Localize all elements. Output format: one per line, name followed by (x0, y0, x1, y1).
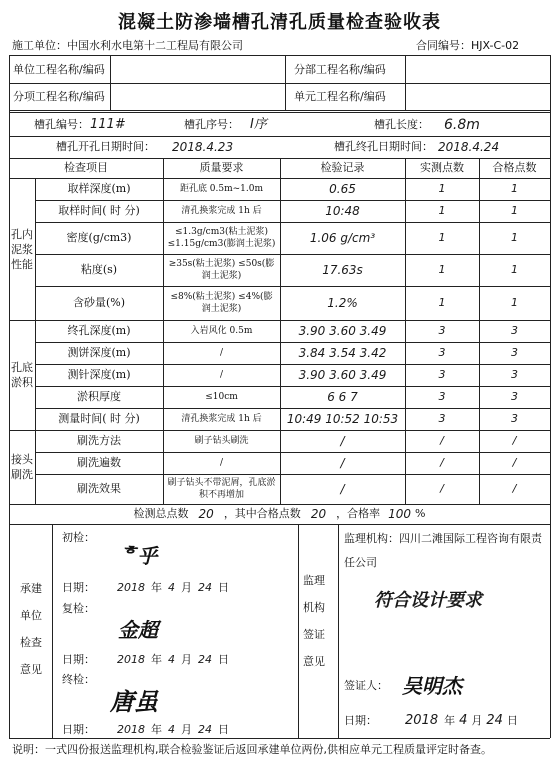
row-item: 含砂量(%) (72, 296, 126, 309)
row-measured: / (440, 482, 444, 495)
row-requirement: 入岩风化 0.5m (190, 326, 253, 336)
side-label-char: 承建 (20, 582, 42, 595)
row-passed: 1 (511, 204, 518, 217)
month-unit: 月 (471, 714, 483, 727)
row-measured: 1 (438, 231, 446, 244)
date-day: 24 (198, 581, 212, 594)
row-record: 10:48 (325, 204, 360, 218)
slot-sequence-label: 槽孔序号： (184, 118, 239, 131)
group-label-joint: 接头刷洗 (11, 453, 33, 481)
slot-length-label: 槽孔长度： (374, 118, 429, 131)
row-measured: 1 (438, 296, 446, 309)
row-item: 取样时间( 时 分) (58, 204, 140, 217)
month-unit: 月 (181, 581, 192, 594)
row-measured: 3 (438, 412, 446, 425)
supervision-org-line1: 监理机构：四川二滩国际工程咨询有限责 (344, 532, 542, 545)
date-year: 2018 (405, 713, 439, 728)
final-check-date (58, 722, 298, 738)
sub-item-project-label: 分项工程名称/编码 (13, 89, 105, 103)
unit-project-label: 单位工程名称/编码 (13, 62, 105, 76)
recheck-signature-icon: 金超 (118, 618, 158, 642)
recheck-label: 复检： (62, 602, 95, 615)
grid-line (9, 112, 550, 113)
row-record: 0.65 (329, 182, 356, 196)
side-label-char: 签证 (303, 628, 325, 641)
row-record: 10:49 10:52 10:53 (286, 412, 399, 426)
footer-note: 说明：一式四份报送监理机构,联合检验鉴证后返回承建单位两份,供相应单元工程质量评定时备查。 (12, 743, 492, 756)
year-unit: 年 (444, 714, 456, 727)
start-date-value: 2018.4.23 (172, 140, 234, 154)
row-measured: / (440, 456, 444, 469)
grid-line (9, 524, 550, 525)
row-item: 刷洗遍数 (77, 456, 121, 469)
row-record: 3.84 3.54 3.42 (298, 346, 387, 360)
slot-number-label: 槽孔编号： (34, 118, 89, 131)
row-measured: 3 (438, 346, 446, 359)
supervision-signature-icon: 吴明杰 (402, 674, 462, 698)
row-requirement: 清孔换浆完成 1h 后 (181, 206, 262, 216)
year-unit: 年 (151, 653, 162, 666)
row-measured: 1 (438, 204, 446, 217)
grid-line (285, 55, 286, 110)
side-label-char: 检查 (20, 636, 42, 649)
row-record: 3.90 3.60 3.49 (298, 368, 387, 382)
contract-number: 合同编号：HJX-C-02 (416, 39, 520, 52)
slot-sequence-value: I序 (250, 117, 267, 132)
row-item: 测量时间( 时 分) (58, 412, 140, 425)
year-unit: 年 (151, 581, 162, 594)
date-label: 日期： (62, 581, 95, 594)
header-quality-requirement: 质量要求 (199, 161, 244, 174)
grid-line (9, 110, 550, 111)
branch-project-label: 分部工程名称/编码 (294, 62, 386, 76)
construction-unit: 施工单位：中国水利水电第十二工程局有限公司 (12, 39, 243, 52)
row-requirement: 刷子钻头刷洗 (194, 436, 249, 446)
end-date-label: 槽孔终孔日期时间： (334, 140, 433, 153)
date-month: 4 (168, 723, 175, 736)
row-requirement: / (219, 348, 224, 358)
grid-line (9, 738, 550, 739)
form-title: 混凝土防渗墙槽孔清孔质量检查验收表 (118, 12, 441, 33)
day-unit: 日 (218, 653, 229, 666)
date-year: 2018 (117, 653, 145, 666)
start-date-label: 槽孔开孔日期时间： (56, 140, 155, 153)
supervision-opinion: 符合设计要求 (374, 590, 482, 611)
grid-line (550, 55, 551, 738)
row-item: 测饼深度(m) (67, 346, 131, 359)
month-unit: 月 (181, 653, 192, 666)
row-item: 淤积厚度 (77, 390, 121, 403)
row-requirement: 清孔换浆完成 1h 后 (181, 414, 262, 424)
initial-check-date (58, 580, 298, 596)
day-unit: 日 (218, 723, 229, 736)
header-measured-points: 实测点数 (420, 161, 464, 174)
grid-line (338, 524, 339, 738)
row-record: 17.63s (322, 263, 363, 277)
row-record: 6 6 7 (327, 390, 358, 404)
date-month: 4 (459, 713, 468, 728)
row-measured: 1 (438, 182, 446, 195)
row-requirement: ≤8%(粘土泥浆) ≤4%(膨润土泥浆) (170, 292, 273, 314)
row-item: 终孔深度(m) (67, 324, 131, 337)
row-record: / (340, 434, 345, 448)
row-item: 取样深度(m) (67, 182, 131, 195)
date-label: 日期： (62, 723, 95, 736)
summary-pass-count: 20 (310, 507, 327, 521)
row-passed: 1 (511, 263, 518, 276)
row-requirement: ≤1.3g/cm3(粘土泥浆) ≤1.15g/cm3(膨润土泥浆) (167, 227, 276, 249)
row-measured: 3 (438, 368, 446, 381)
row-measured: / (440, 434, 444, 447)
supervision-date (340, 712, 555, 730)
final-check-label: 终检： (62, 673, 95, 686)
side-label-char: 单位 (20, 609, 42, 622)
header-passed-points: 合格点数 (492, 161, 537, 174)
row-passed: 1 (511, 182, 518, 195)
date-year: 2018 (117, 581, 145, 594)
row-requirement: / (219, 458, 224, 468)
supervision-org-line2: 任公司 (344, 556, 377, 569)
row-record: / (340, 482, 345, 496)
side-label-char: 机构 (303, 601, 325, 614)
slot-number-value: 111# (90, 117, 126, 132)
row-requirement: 刷子钻头不带泥屑，孔底淤积不再增加 (167, 478, 276, 500)
row-passed: / (512, 456, 517, 469)
month-unit: 月 (181, 723, 192, 736)
group-label-sediment: 孔底淤积 (11, 361, 33, 389)
supervision-sign-label: 签证人： (344, 679, 388, 692)
year-unit: 年 (151, 723, 162, 736)
end-date-value: 2018.4.24 (438, 140, 500, 154)
row-item: 测针深度(m) (67, 368, 131, 381)
date-day: 24 (198, 653, 212, 666)
row-item: 刷洗效果 (77, 482, 121, 495)
row-item: 刷洗方法 (77, 434, 121, 447)
row-passed: 3 (511, 346, 518, 359)
row-requirement: / (219, 370, 224, 380)
row-passed: / (512, 434, 517, 447)
summary-percent: % (415, 507, 426, 520)
row-item: 粘度(s) (80, 263, 118, 276)
row-passed: 3 (511, 412, 518, 425)
final-check-signature-icon: 唐虽 (110, 688, 158, 716)
summary-rate: 100 (388, 507, 411, 521)
row-item: 密度(g/cm3) (66, 231, 132, 244)
side-label-char: 监理 (303, 574, 325, 587)
row-passed: 1 (511, 296, 518, 309)
row-record: 1.2% (327, 296, 358, 310)
date-month: 4 (168, 653, 175, 666)
row-passed: 1 (511, 231, 518, 244)
recheck-date (58, 652, 298, 668)
row-passed: 3 (511, 390, 518, 403)
summary-rate-label: ，合格率 (336, 507, 381, 520)
date-label: 日期： (344, 714, 377, 727)
day-unit: 日 (506, 714, 518, 727)
summary-mid: ，其中合格点数 (223, 507, 301, 520)
header-check-item: 检查项目 (64, 161, 108, 174)
row-requirement: 距孔底 0.5m~1.0m (179, 184, 264, 194)
side-label-char: 意见 (303, 655, 325, 668)
row-passed: 3 (511, 324, 518, 337)
row-measured: 1 (438, 263, 446, 276)
header-inspection-record: 检验记录 (320, 161, 365, 174)
summary-total: 20 (198, 507, 214, 521)
summary-line (9, 504, 550, 524)
group-label-slurry: 孔内泥浆性能 (11, 227, 33, 271)
side-label-char: 意见 (20, 663, 42, 676)
element-project-label: 单元工程名称/编码 (294, 89, 386, 103)
date-label: 日期： (62, 653, 95, 666)
row-passed: / (512, 482, 517, 495)
row-measured: 3 (438, 324, 446, 337)
initial-check-signature-icon: ᄒ乎 (118, 544, 158, 568)
grid-line (52, 524, 53, 738)
date-day: 24 (198, 723, 212, 736)
initial-check-label: 初检： (62, 531, 95, 544)
day-unit: 日 (218, 581, 229, 594)
row-record: 1.06 g/cm³ (309, 231, 376, 245)
row-passed: 3 (511, 368, 518, 381)
row-record: 3.90 3.60 3.49 (298, 324, 387, 338)
slot-length-value: 6.8m (444, 117, 480, 133)
row-record: / (340, 456, 345, 470)
date-day: 24 (486, 713, 503, 728)
row-requirement: ≤10cm (205, 392, 238, 402)
summary-prefix: 检测总点数 (133, 507, 189, 520)
row-measured: 3 (438, 390, 446, 403)
row-requirement: ≥35s(粘土泥浆) ≤50s(膨润土泥浆) (168, 259, 275, 281)
date-month: 4 (168, 581, 175, 594)
date-year: 2018 (117, 723, 145, 736)
